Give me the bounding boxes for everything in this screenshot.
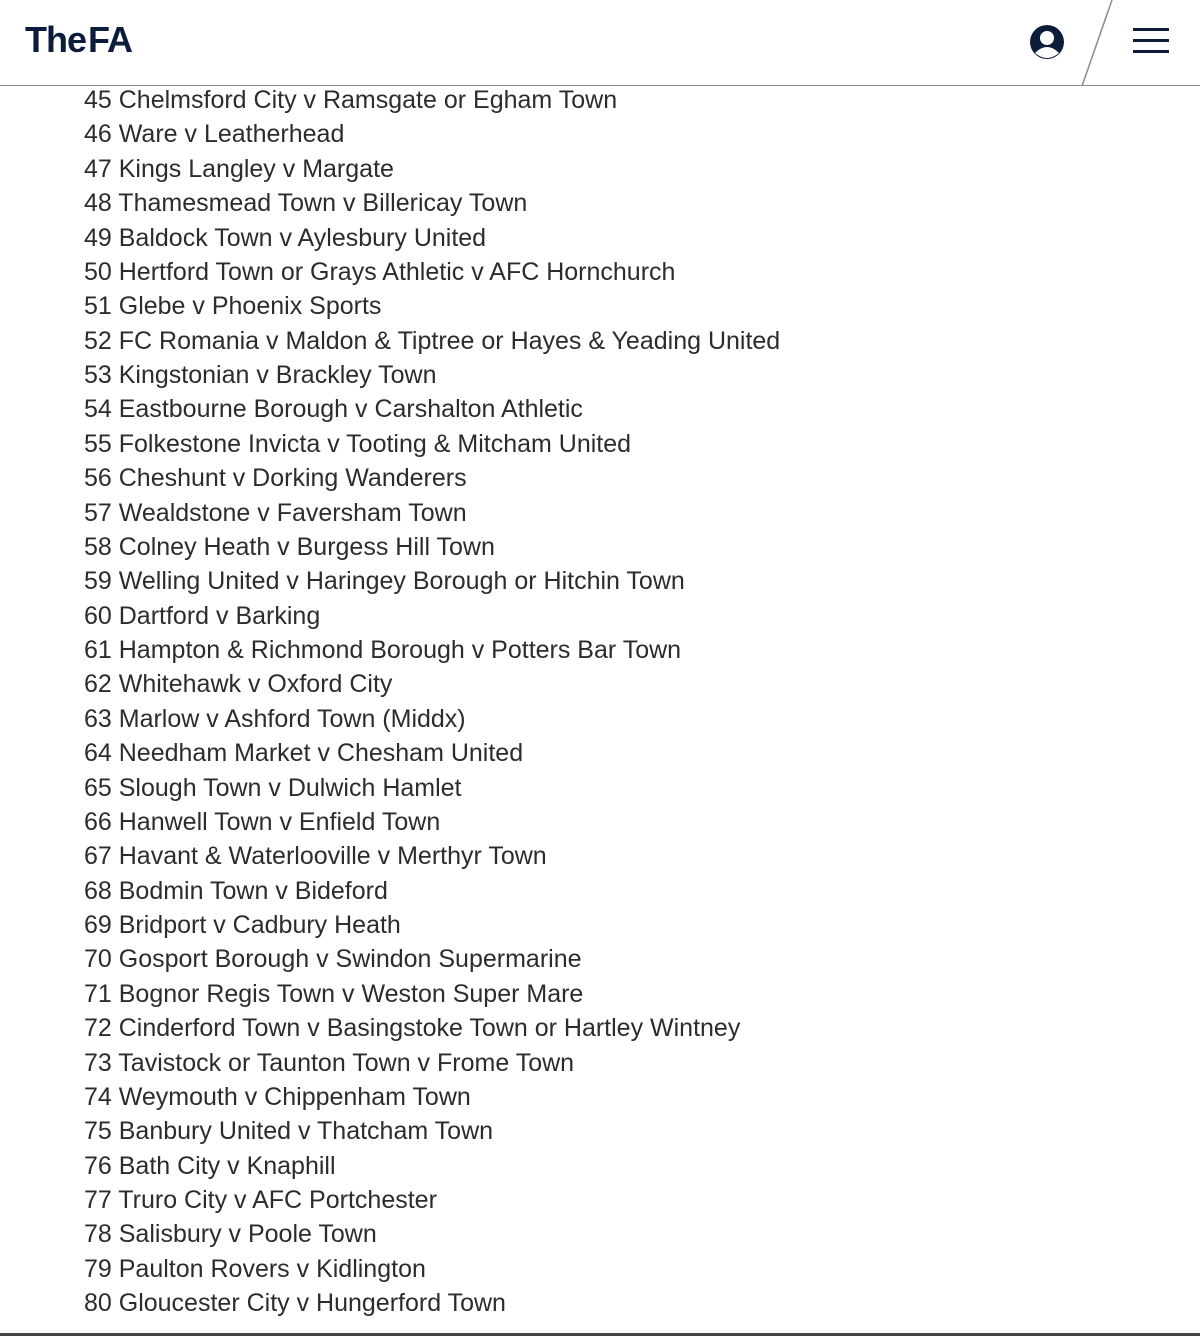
fixture-item: 63 Marlow v Ashford Town (Middx) (84, 704, 466, 733)
fixture-item: 74 Weymouth v Chippenham Town (84, 1082, 471, 1111)
logo-the: The (25, 19, 87, 60)
menu-button[interactable] (1131, 25, 1171, 57)
fixture-item: 75 Banbury United v Thatcham Town (84, 1117, 494, 1146)
fixture-item: 50 Hertford Town or Grays Athletic v AFC Hornchurch (84, 257, 676, 286)
fixture-item: 68 Bodmin Town v Bideford (84, 876, 388, 905)
account-button[interactable] (1028, 23, 1066, 61)
site-header (0, 0, 1200, 86)
fixture-item: 79 Paulton Rovers v Kidlington (84, 1254, 426, 1283)
user-account-icon (1028, 23, 1066, 61)
fixture-item: 77 Truro City v AFC Portchester (84, 1186, 437, 1214)
fixture-item: 61 Hampton & Richmond Borough v Potters Bar Town (84, 636, 682, 664)
fixture-item: 59 Welling United v Haringey Borough or Hitchin Town (84, 567, 685, 596)
fixture-item: 67 Havant & Waterlooville v Merthyr Town (84, 842, 547, 871)
fixture-item: 62 Whitehawk v Oxford City (84, 670, 393, 699)
fixture-list (84, 83, 780, 1321)
fixture-item: 65 Slough Town v Dulwich Hamlet (84, 773, 462, 802)
fixture-item: 72 Cinderford Town v Basingstoke Town or Hartley Wintney (84, 1014, 741, 1043)
logo-fa: FA (88, 19, 133, 60)
fixture-item: 57 Wealdstone v Faversham Town (84, 498, 467, 527)
fixture-item: 55 Folkestone Invicta v Tooting & Mitcham United (84, 429, 632, 458)
fixture-item: 60 Dartford v Barking (84, 601, 321, 630)
fixture-item: 45 Chelmsford City v Ramsgate or Egham Town (84, 86, 618, 114)
fixture-item: 46 Ware v Leatherhead (84, 120, 345, 149)
fixture-item: 70 Gosport Borough v Swindon Supermarine (84, 945, 582, 974)
fixture-item: 78 Salisbury v Poole Town (84, 1220, 377, 1249)
fixture-item: 66 Hanwell Town v Enfield Town (84, 807, 441, 836)
fixture-item: 53 Kingstonian v Brackley Town (84, 361, 437, 389)
fixture-item: 51 Glebe v Phoenix Sports (84, 292, 382, 321)
header-divider (1078, 0, 1118, 86)
fixture-item: 73 Tavistock or Taunton Town v Frome Town (84, 1048, 575, 1077)
fixture-item: 47 Kings Langley v Margate (84, 154, 394, 183)
fixture-item: 64 Needham Market v Chesham United (84, 739, 524, 768)
fixture-item: 76 Bath City v Knaphill (84, 1151, 336, 1180)
fixture-item: 58 Colney Heath v Burgess Hill Town (84, 532, 495, 561)
hamburger-menu-icon (1131, 25, 1171, 57)
fixture-item: 48 Thamesmead Town v Billericay Town (84, 189, 528, 218)
fixture-item: 69 Bridport v Cadbury Heath (84, 911, 401, 939)
fixture-item: 80 Gloucester City v Hungerford Town (84, 1289, 506, 1318)
fixture-item: 52 FC Romania v Maldon & Tiptree or Hayes & Yeading United (84, 326, 781, 355)
fixture-item: 54 Eastbourne Borough v Carshalton Athletic (84, 395, 583, 424)
the-fa-logo[interactable] (25, 18, 132, 62)
fixture-item: 56 Cheshunt v Dorking Wanderers (84, 464, 467, 493)
fixture-item: 49 Baldock Town v Aylesbury United (84, 223, 487, 252)
fixture-item: 71 Bognor Regis Town v Weston Super Mare (84, 979, 584, 1008)
